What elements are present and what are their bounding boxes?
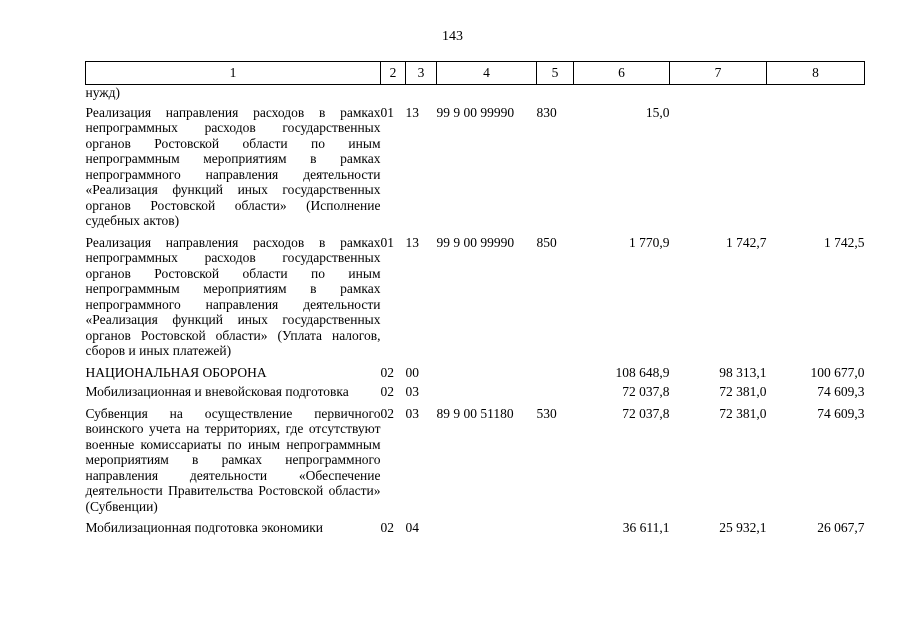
row-target-article: 89 9 00 51180 xyxy=(436,405,514,421)
row-expense-type xyxy=(537,85,574,101)
row-expense-type: 830 xyxy=(536,104,557,120)
row-target-article xyxy=(437,514,537,536)
row-subsection: 13 xyxy=(405,234,419,250)
col-header-2: 2 xyxy=(381,62,406,85)
col-header-3: 3 xyxy=(406,62,437,85)
table-row xyxy=(86,400,865,515)
row-target-article: 99 9 00 99990 xyxy=(436,234,515,250)
row-subsection xyxy=(406,85,437,101)
row-amount-1: 36 611,1 xyxy=(622,520,670,535)
row-amount-3: 74 609,3 xyxy=(817,405,865,421)
row-expense-type: 530 xyxy=(536,405,557,421)
table-row xyxy=(86,514,865,536)
row-subsection: 13 xyxy=(405,104,419,120)
table-row xyxy=(86,359,865,381)
row-amount-2 xyxy=(670,85,767,101)
row-name: Реализация направления расходов в рамках непрограммных расходов государственных органов Ростовской области по иным непрограммным мероприятиям в рамках непрограммного направления деятельности «Реализация функций иных государственных органов Ростовской области» (Исполнение судебных актов) xyxy=(85,104,381,228)
row-name: НАЦИОНАЛЬНАЯ ОБОРОНА xyxy=(85,364,267,380)
row-subsection: 03 xyxy=(405,405,419,421)
row-expense-type xyxy=(537,514,574,536)
row-amount-3 xyxy=(767,85,865,101)
row-name: Мобилизационная и вневойсковая подготовка xyxy=(85,384,349,399)
row-name: Субвенция на осуществление первичного воинского учета на территориях, где отсутствуют военные комиссариаты по иным непрограммным мероприятиям в рамках непрограммного направления деятельности «Обеспечение деятельности Правительства Ростовской области» (Субвенции) xyxy=(85,405,381,514)
row-target-article xyxy=(437,380,537,400)
row-section: 02 xyxy=(380,384,394,399)
row-expense-type: 850 xyxy=(536,234,557,250)
page-number: 143 xyxy=(442,29,463,44)
col-header-1: 1 xyxy=(86,62,381,85)
row-target-article: 99 9 00 99990 xyxy=(436,104,515,120)
col-header-4: 4 xyxy=(437,62,537,85)
row-amount-2 xyxy=(670,101,767,229)
row-amount-1: 72 037,8 xyxy=(622,384,670,399)
row-amount-1 xyxy=(574,85,670,101)
row-subsection: 03 xyxy=(405,384,419,399)
header-row xyxy=(86,62,865,85)
row-expense-type xyxy=(537,380,574,400)
row-subsection: 00 xyxy=(405,364,419,380)
row-amount-3: 74 609,3 xyxy=(817,384,865,399)
col-header-8: 8 xyxy=(767,62,865,85)
row-target-article xyxy=(437,359,537,381)
table-row xyxy=(86,85,865,101)
row-amount-1: 1 770,9 xyxy=(629,234,670,250)
table-row xyxy=(86,380,865,400)
row-amount-2: 25 932,1 xyxy=(719,520,767,535)
row-target-article xyxy=(437,85,537,101)
row-section: 02 xyxy=(380,364,394,380)
col-header-7: 7 xyxy=(670,62,767,85)
row-subsection: 04 xyxy=(405,520,419,535)
row-amount-3: 1 742,5 xyxy=(824,234,865,250)
row-amount-3: 100 677,0 xyxy=(810,364,865,380)
row-name: нужд) xyxy=(85,85,120,100)
table-row xyxy=(86,101,865,229)
budget-table xyxy=(85,61,865,536)
col-header-5: 5 xyxy=(537,62,574,85)
row-section: 02 xyxy=(380,405,394,421)
row-amount-2: 98 313,1 xyxy=(719,364,767,380)
col-header-6: 6 xyxy=(574,62,670,85)
row-section: 02 xyxy=(380,520,394,535)
row-name: Реализация направления расходов в рамках непрограммных расходов государственных органов Ростовской области по иным непрограммным мероприятиям в рамках непрограммного направления деятельности «Реализация функций иных государственных органов Ростовской области» (Уплата налогов, сборов и иных платежей) xyxy=(85,234,381,358)
row-amount-2: 72 381,0 xyxy=(719,384,767,399)
row-amount-1: 108 648,9 xyxy=(615,364,670,380)
row-section: 01 xyxy=(380,104,394,120)
row-amount-1: 15,0 xyxy=(645,104,670,120)
row-amount-2: 1 742,7 xyxy=(726,234,767,250)
row-amount-1: 72 037,8 xyxy=(622,405,670,421)
table-row xyxy=(86,229,865,359)
row-amount-3 xyxy=(767,101,865,229)
row-amount-2: 72 381,0 xyxy=(719,405,767,421)
row-name: Мобилизационная подготовка экономики xyxy=(85,520,324,535)
row-amount-3: 26 067,7 xyxy=(817,520,865,535)
row-section xyxy=(381,85,406,101)
row-section: 01 xyxy=(380,234,394,250)
row-expense-type xyxy=(537,359,574,381)
